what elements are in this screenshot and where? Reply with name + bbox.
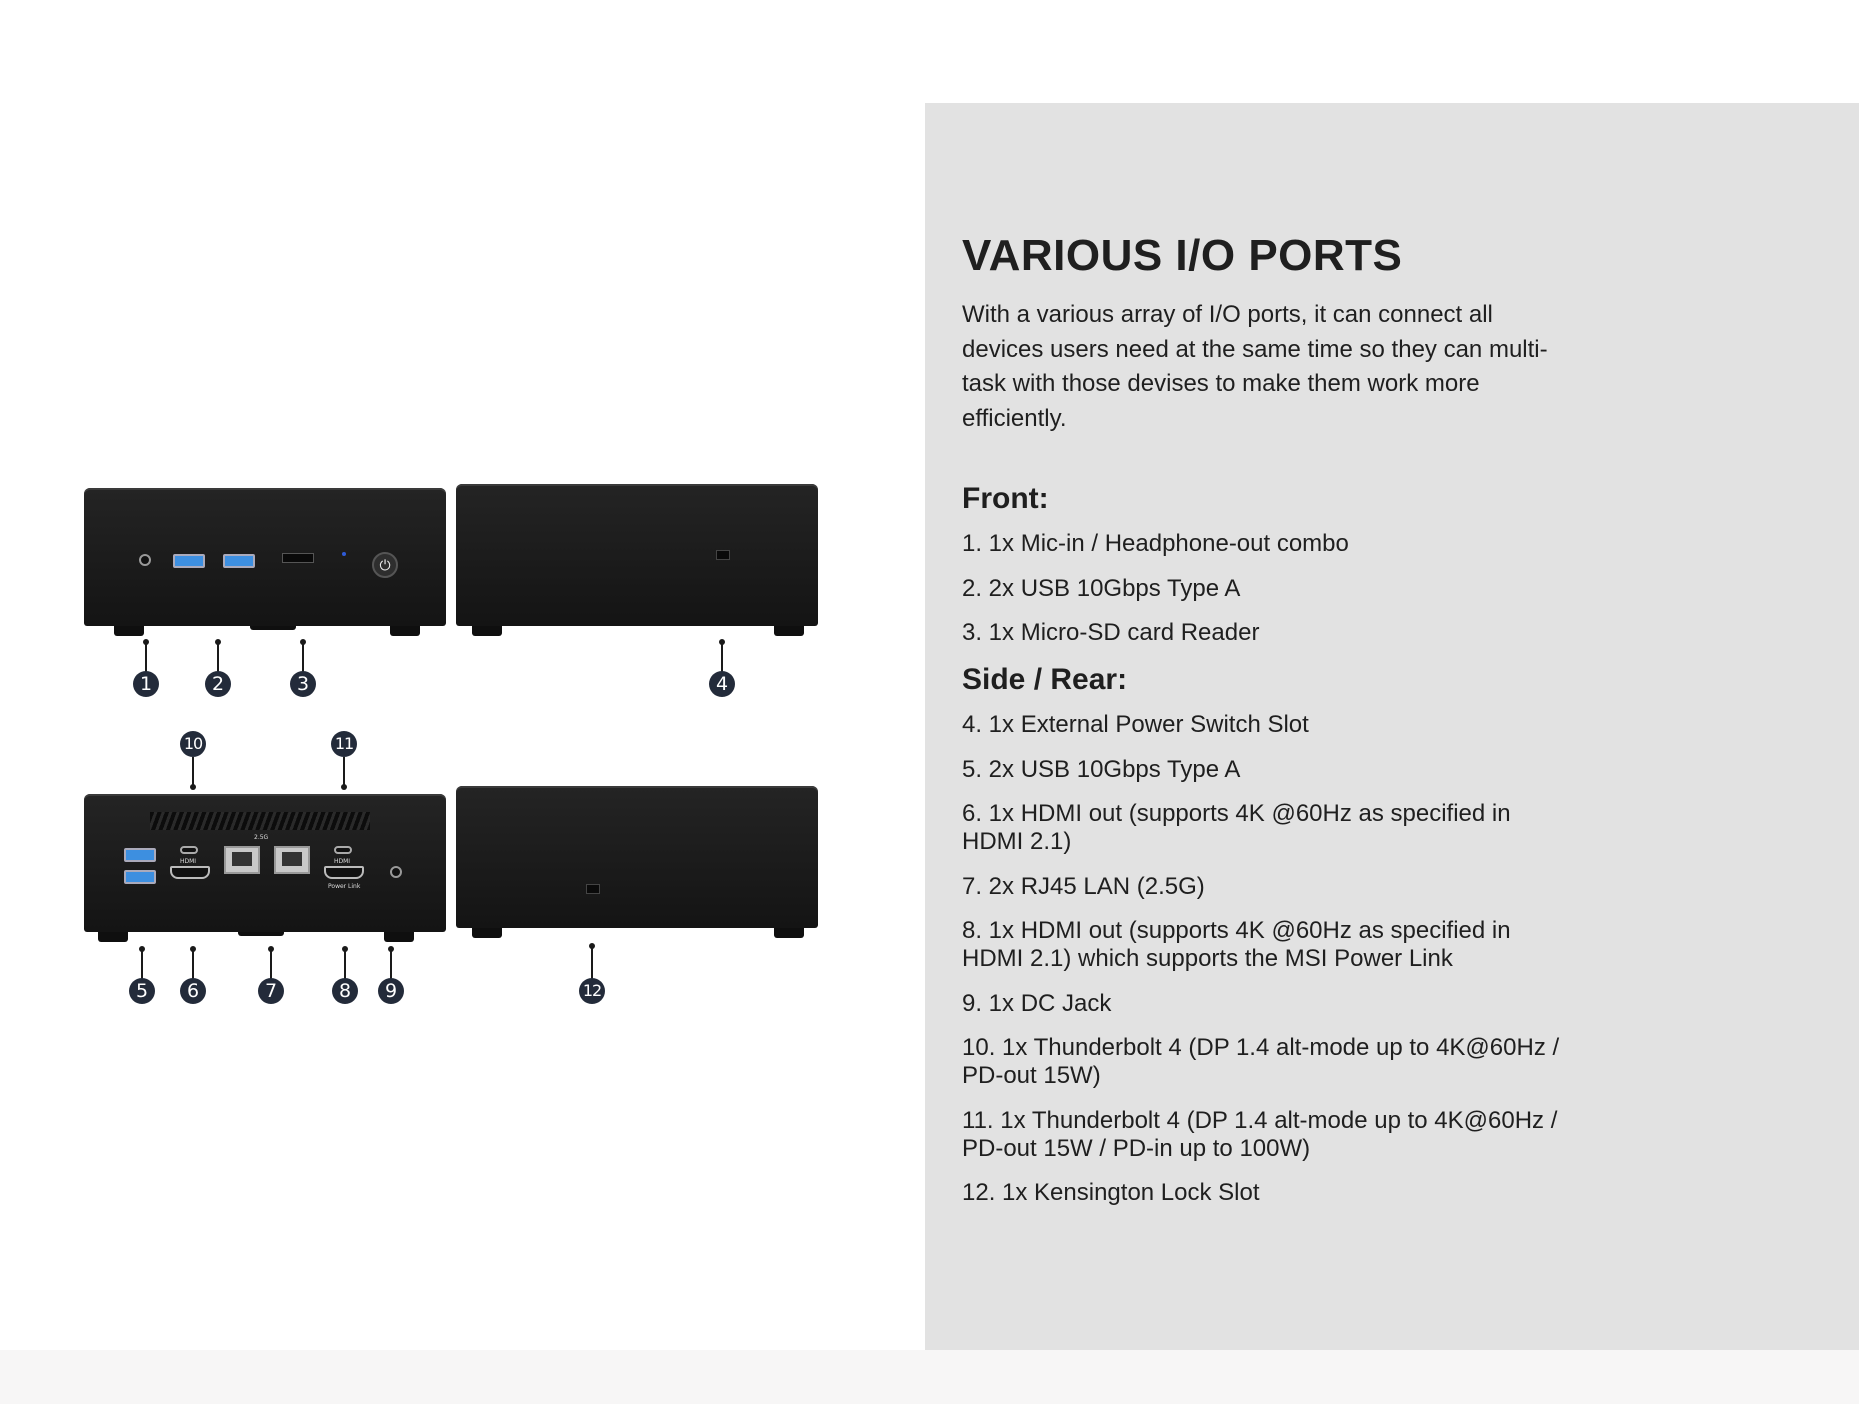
callout-line [721, 642, 723, 672]
vent-grille [150, 812, 370, 830]
list-item: 1. 1x Mic-in / Headphone-out combo [962, 530, 1349, 557]
power-button-icon: ⏻ [372, 552, 398, 578]
kensington-lock-slot [586, 884, 600, 894]
callout-line [217, 642, 219, 672]
device-foot [98, 932, 128, 942]
device-foot [774, 928, 804, 938]
power-link-label: Power Link [328, 883, 361, 890]
micro-sd-slot [282, 553, 314, 563]
thunderbolt-port [180, 846, 198, 854]
hdmi-port [324, 866, 364, 879]
device-foot [472, 928, 502, 938]
callout-number: 6 [180, 978, 206, 1004]
callout-number: 4 [709, 671, 735, 697]
bottom-band [0, 1350, 1859, 1404]
thunderbolt-port [334, 846, 352, 854]
device-foot [114, 626, 144, 636]
callout-line [591, 946, 593, 979]
lan-port [224, 846, 260, 874]
info-content [962, 228, 1602, 1207]
usb-port [223, 554, 255, 568]
lan-port [274, 846, 310, 874]
callout-number: 1 [133, 671, 159, 697]
callout-number: 5 [129, 978, 155, 1004]
callout-line [344, 949, 346, 979]
list-item: 10. 1x Thunderbolt 4 (DP 1.4 alt-mode up to 4K@60Hz / PD-out 15W) [962, 1034, 1560, 1089]
callout-line [145, 642, 147, 672]
callout-number: 7 [258, 978, 284, 1004]
callout-number: 3 [290, 671, 316, 697]
list-item: 11. 1x Thunderbolt 4 (DP 1.4 alt-mode up to 4K@60Hz / PD-out 15W / PD-in up to 100W) [962, 1106, 1558, 1162]
usb-port [173, 554, 205, 568]
device-front-view [84, 488, 446, 626]
description: With a various array of I/O ports, it can connect all devices users need at the same time so they can multi-task with those devises to make them work more efficiently. [962, 301, 1548, 432]
callout-number: 2 [205, 671, 231, 697]
audio-jack [139, 554, 151, 566]
rear-port-list [962, 711, 1602, 1207]
callout-line [192, 949, 194, 979]
device-side-view [456, 786, 818, 928]
callout-number: 10 [180, 731, 206, 757]
device-foot [472, 626, 502, 636]
list-item: 3. 1x Micro-SD card Reader [962, 619, 1260, 646]
callout-number: 8 [332, 978, 358, 1004]
usb-port [124, 848, 156, 862]
list-item: 6. 1x HDMI out (supports 4K @60Hz as specified in HDMI 2.1) [962, 800, 1511, 855]
callout-number: 12 [579, 978, 605, 1004]
front-heading: Front: [962, 482, 1049, 515]
list-item: 5. 2x USB 10Gbps Type A [962, 755, 1241, 783]
list-item: 7. 2x RJ45 LAN (2.5G) [962, 872, 1205, 900]
device-foot [390, 626, 420, 636]
device-foot [384, 932, 414, 942]
front-port-list [962, 530, 1602, 647]
hdmi-port [170, 866, 210, 879]
callout-number: 11 [331, 731, 357, 757]
callout-line [141, 949, 143, 979]
device-foot [774, 626, 804, 636]
rear-heading: Side / Rear: [962, 663, 1128, 696]
list-item: 9. 1x DC Jack [962, 989, 1112, 1017]
callout-line [390, 949, 392, 979]
device-foot [238, 932, 284, 936]
callout-line [302, 642, 304, 672]
list-item: 4. 1x External Power Switch Slot [962, 711, 1309, 738]
list-item: 2. 2x USB 10Gbps Type A [962, 574, 1241, 602]
callout-line [343, 757, 345, 787]
hdmi-label: HDMI [180, 858, 197, 865]
device-rear-view [84, 794, 446, 932]
list-item: 12. 1x Kensington Lock Slot [962, 1179, 1260, 1206]
callout-line [270, 949, 272, 979]
page-title: VARIOUS I/O PORTS [962, 231, 1403, 280]
list-item: 8. 1x HDMI out (supports 4K @60Hz as specified in HDMI 2.1) which supports the MSI Power Link [962, 917, 1511, 972]
callout-line [192, 757, 194, 787]
dc-jack [390, 866, 402, 878]
usb-port [124, 870, 156, 884]
power-switch-slot [716, 550, 730, 560]
callout-number: 9 [378, 978, 404, 1004]
lan-speed-label: 2.5G [254, 834, 269, 841]
device-foot [250, 626, 296, 630]
power-led [342, 552, 346, 556]
hdmi-label: HDMI [334, 858, 351, 865]
device-side-view [456, 484, 818, 626]
